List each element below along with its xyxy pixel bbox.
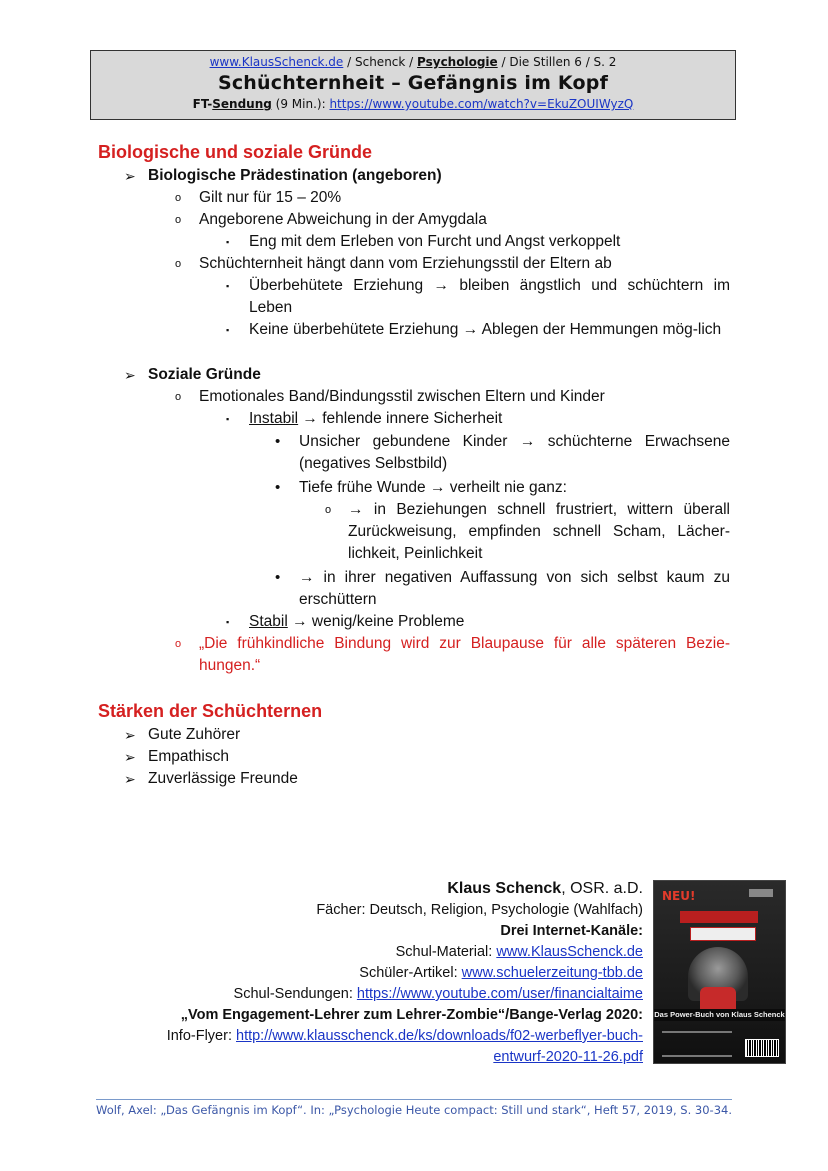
social-item-1: Emotionales Band/Bindungsstil zwischen Eltern und Kinder	[199, 388, 605, 405]
footer-divider	[96, 1099, 732, 1100]
book-subtitle: Das Power-Buch von Klaus Schenck	[654, 1010, 785, 1019]
stabil-word: Stabil	[249, 613, 288, 630]
circle-bullet: o	[175, 258, 182, 270]
broadcasts-line	[167, 984, 643, 1005]
social-heading: Soziale Gründe	[148, 366, 261, 383]
dot-bullet: •	[275, 479, 281, 496]
author-name: Klaus Schenck	[447, 880, 562, 897]
author-channels: Drei Internet-Kanäle:	[500, 923, 643, 939]
square-bullet: ▪	[226, 414, 230, 424]
circle-bullet: o	[175, 638, 182, 650]
circle-bullet: o	[175, 192, 182, 204]
book-title-banner	[680, 911, 758, 923]
instabil-rest: → fehlende innere Sicherheit	[298, 410, 503, 427]
bio-item-3-sub-2: Keine überbehütete Erziehung → Ablegen der Hemmungen mög-lich	[249, 321, 722, 338]
header-path: / Die Stillen 6 / S. 2	[497, 55, 617, 69]
strength-item: Empathisch	[148, 748, 229, 765]
instabil-word: Instabil	[249, 410, 299, 427]
articles-label: Schüler-Artikel:	[359, 965, 462, 981]
flyer-link-cont[interactable]: entwurf-2020-11-26.pdf	[493, 1049, 643, 1065]
header-ft-line	[91, 97, 735, 111]
instabil-bullet-3: → in ihrer negativen Auffassung von sich selbst kaum zu erschüttern	[299, 569, 730, 608]
arrow-bullet: ➢	[124, 168, 136, 184]
header-breadcrumb	[91, 55, 735, 69]
instabil-bullet-1: Unsicher gebundene Kinder → schüchterne Erwachsene (negatives Selbstbild)	[299, 433, 730, 472]
circle-bullet: o	[175, 214, 182, 226]
broadcasts-label: Schul-Sendungen:	[233, 986, 357, 1002]
author-subjects: Fächer: Deutsch, Religion, Psychologie (Wahlfach)	[316, 902, 643, 918]
arrow-bullet: ➢	[124, 367, 136, 383]
strength-item: Gute Zuhörer	[148, 726, 241, 743]
header-sep: / Schenck /	[343, 55, 418, 69]
author-title: , OSR. a.D.	[561, 880, 643, 897]
arrow-bullet: ➢	[124, 727, 136, 743]
youtube-link[interactable]: https://www.youtube.com/watch?v=EkuZOUIWyzQ	[329, 97, 634, 111]
stabil-rest: → wenig/keine Probleme	[287, 613, 465, 630]
dot-bullet: •	[275, 569, 281, 586]
arrow-bullet: ➢	[124, 771, 136, 787]
instabil-line	[249, 408, 502, 430]
bio-item-1: Gilt nur für 15 – 20%	[199, 189, 342, 206]
book-text-lines	[662, 1031, 732, 1057]
book-title-banner-2	[690, 927, 756, 941]
barcode-icon	[745, 1039, 779, 1057]
flyer-link[interactable]: http://www.klausschenck.de/ks/downloads/f02-werbeflyer-buch-	[236, 1028, 643, 1044]
book-cover-image	[653, 880, 786, 1064]
footer-citation: Wolf, Axel: „Das Gefängnis im Kopf“. In: „Psychologie Heute compact: Still und stark“, Heft 57, 2019, S. 30-34.	[96, 1103, 732, 1117]
instabil-bullet-2: Tiefe frühe Wunde → verheilt nie ganz:	[299, 479, 567, 496]
square-bullet: ▪	[226, 281, 230, 291]
arrow-bullet: ➢	[124, 749, 136, 765]
book-illustration-figure	[700, 987, 736, 1009]
quote-text: „Die frühkindliche Bindung wird zur Blaupause für alle späteren Bezie-hungen.“	[199, 635, 730, 674]
author-block	[167, 878, 643, 1068]
flyer-line-2	[167, 1047, 643, 1068]
material-label: Schul-Material:	[395, 944, 497, 960]
bio-heading: Biologische Prädestination (angeboren)	[148, 167, 442, 184]
instabil-bullet-2-sub: → in Beziehungen schnell frustriert, wittern überall Zurückweisung, empfinden schnell Scham, Lächer-lichkeit, Peinlichkeit	[348, 501, 730, 562]
bio-item-3-sub-1: Überbehütete Erziehung → bleiben ängstlich und schüchtern im Leben	[249, 277, 730, 316]
site-link[interactable]: www.KlausSchenck.de	[209, 55, 344, 69]
book-title-line: „Vom Engagement-Lehrer zum Lehrer-Zombie“/Bange-Verlag 2020:	[180, 1007, 643, 1023]
book-publisher-mark	[749, 889, 773, 897]
articles-line	[167, 963, 643, 984]
circle-bullet: o	[175, 391, 182, 403]
square-bullet: ▪	[226, 237, 230, 247]
section-title-strengths: Stärken der Schüchternen	[98, 701, 323, 721]
material-line	[167, 942, 643, 963]
flyer-line	[167, 1026, 643, 1047]
strength-item: Zuverlässige Freunde	[148, 770, 298, 787]
ft-label: FT-	[192, 97, 213, 111]
broadcasts-link[interactable]: https://www.youtube.com/user/financialtaime	[356, 986, 643, 1002]
articles-link[interactable]: www.schuelerzeitung-tbb.de	[461, 965, 643, 981]
ft-sendung: Sendung	[212, 97, 272, 111]
bio-item-2-sub: Eng mit dem Erleben von Furcht und Angst verkoppelt	[249, 233, 621, 250]
flyer-label: Info-Flyer:	[166, 1028, 236, 1044]
section-title-reasons: Biologische und soziale Gründe	[98, 142, 373, 162]
square-bullet: ▪	[226, 325, 230, 335]
circle-bullet: o	[325, 504, 332, 516]
bio-item-2: Angeborene Abweichung in der Amygdala	[199, 211, 487, 228]
dot-bullet: •	[275, 433, 281, 450]
bio-item-3: Schüchternheit hängt dann vom Erziehungsstil der Eltern ab	[199, 255, 612, 272]
document-header	[90, 50, 736, 120]
author-name-line	[167, 878, 643, 900]
material-link[interactable]: www.KlausSchenck.de	[496, 944, 643, 960]
ft-info: (9 Min.):	[271, 97, 330, 111]
document-title: Schüchternheit – Gefängnis im Kopf	[217, 72, 609, 94]
book-new-badge: NEU!	[662, 889, 696, 903]
header-subject: Psychologie	[417, 55, 498, 69]
stabil-line	[249, 611, 464, 633]
square-bullet: ▪	[226, 617, 230, 627]
